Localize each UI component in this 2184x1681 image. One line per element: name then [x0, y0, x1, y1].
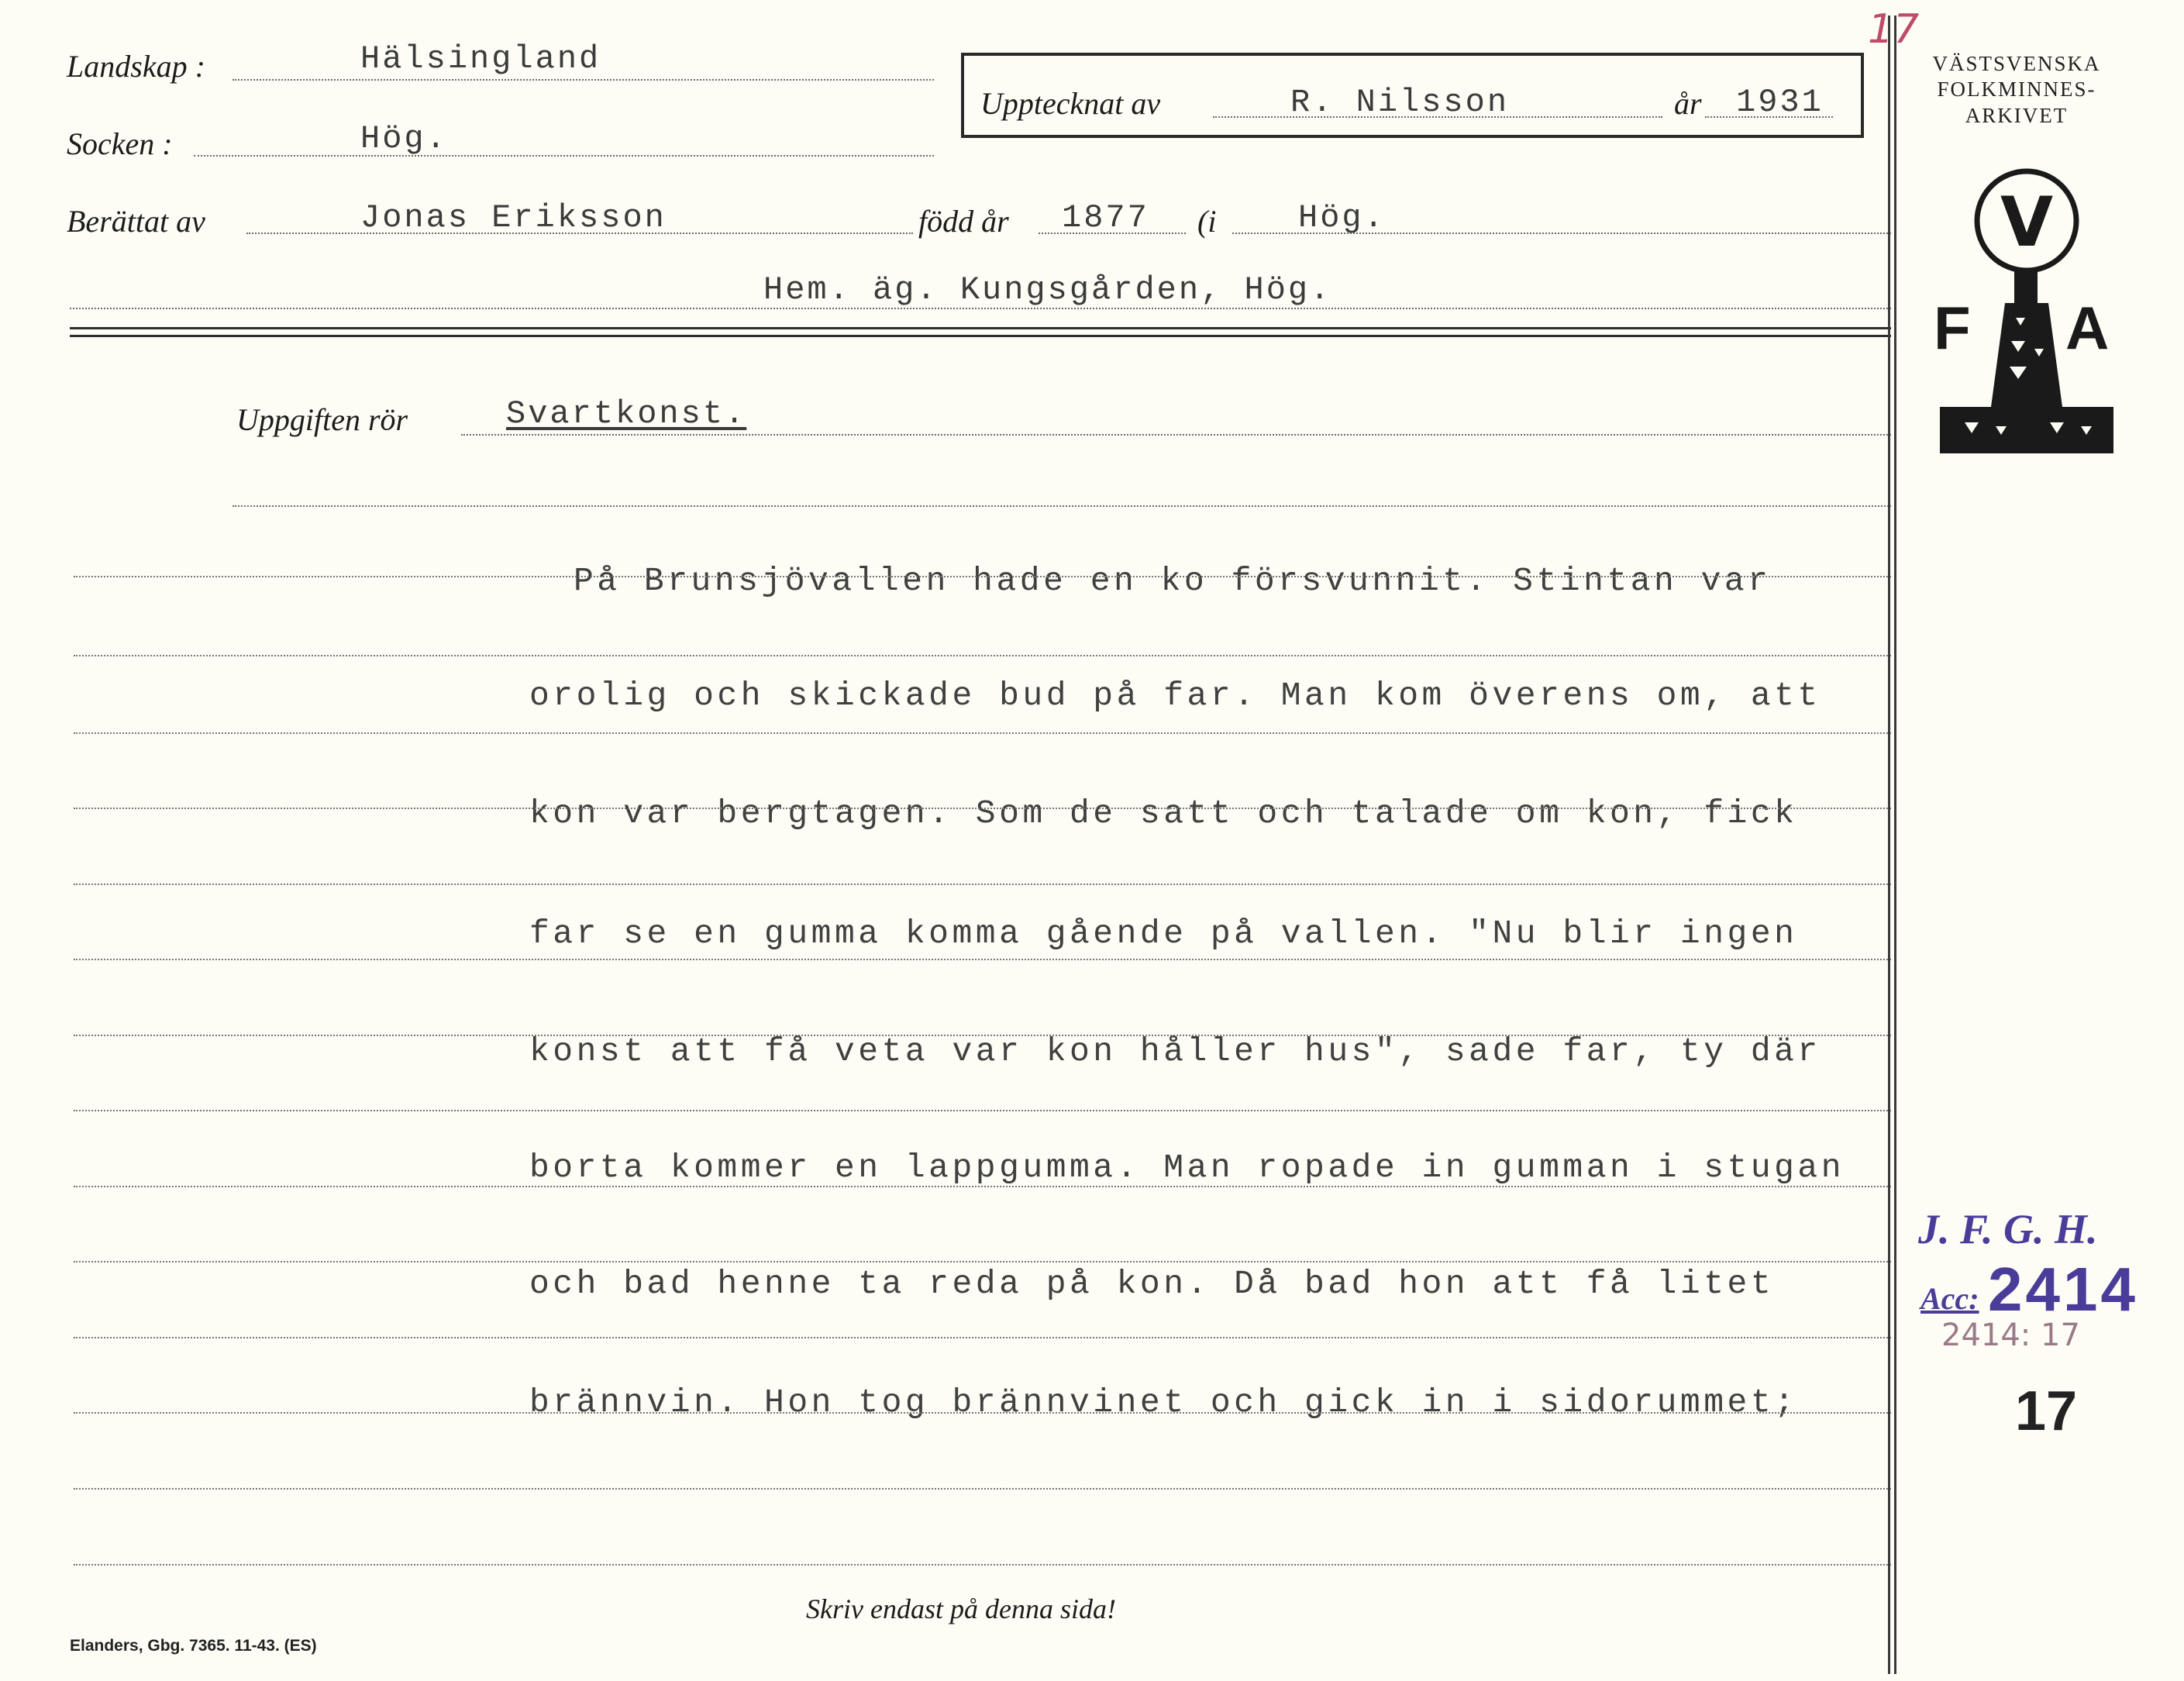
- i-line: [1232, 233, 1891, 234]
- socken-value: Hög.: [360, 120, 448, 157]
- ar-label: år: [1674, 86, 1702, 121]
- berattat-value: Jonas Eriksson: [360, 199, 667, 236]
- address-value: Hem. äg. Kungsgården, Hög.: [763, 271, 1332, 308]
- footer-instruction: Skriv endast på denna sida!: [806, 1593, 1116, 1624]
- header-rule-top: [70, 327, 1891, 329]
- subject-label: Uppgiften rör: [236, 402, 408, 437]
- stamp-acc-label: Acc:: [1920, 1281, 1979, 1316]
- i-value: Hög.: [1298, 199, 1386, 236]
- upptecknat-label: Upptecknat av: [980, 86, 1161, 121]
- ruled-line: [74, 732, 1891, 734]
- upptecknat-value: R. Nilsson: [1290, 84, 1510, 121]
- pencil-ref: 2414: 17: [1941, 1318, 2080, 1353]
- margin-divider: [1888, 16, 1890, 1674]
- ruled-line: [74, 1488, 1891, 1490]
- ruled-line: [74, 1186, 1891, 1187]
- ruled-line: [74, 576, 1891, 577]
- ruled-line: [74, 884, 1891, 885]
- ruled-line: [74, 1412, 1891, 1414]
- i-label: (i: [1197, 204, 1217, 239]
- stamp-acc-number: 2414: [1988, 1255, 2138, 1324]
- stamp-org: J. F. G. H.: [1918, 1206, 2098, 1252]
- subject-value: Svartkonst.: [506, 395, 747, 432]
- printer-imprint: Elanders, Gbg. 7365. 11-43. (ES): [70, 1637, 317, 1655]
- margin-divider-inner: [1894, 16, 1896, 1674]
- upptecknat-line: [1213, 116, 1662, 118]
- ar-line: [1705, 116, 1833, 118]
- ruled-line: [74, 959, 1891, 960]
- logo-a-letter: A: [2065, 294, 2110, 362]
- ruled-line: [74, 808, 1891, 809]
- body-line-4: far se en gumma komma gående på vallen. "Nu blir ingen: [529, 915, 1798, 952]
- ruled-line: [74, 655, 1891, 656]
- landskap-line: [233, 79, 934, 81]
- body-line-5: konst att få veta var kon håller hus", sade far, ty där: [529, 1032, 1821, 1070]
- body-line-2: orolig och skickade bud på far. Man kom överens om, att: [529, 677, 1821, 715]
- socken-label: Socken :: [67, 126, 173, 161]
- landskap-value: Hälsingland: [360, 40, 601, 78]
- ar-value: 1931: [1736, 84, 1824, 121]
- landskap-label: Landskap :: [67, 49, 205, 84]
- body-line-3: kon var bergtagen. Som de satt och talade om kon, fick: [529, 794, 1798, 832]
- logo-v-letter: V: [2000, 182, 2054, 262]
- body-line-7: och bad henne ta reda på kon. Då bad hon att få litet: [529, 1265, 1775, 1303]
- fodd-label: född år: [918, 204, 1009, 239]
- subject-line-2: [233, 505, 1891, 507]
- body-line-1: På Brunsjövallen hade en ko försvunnit. Stintan var: [574, 562, 1772, 600]
- fodd-line: [1039, 233, 1186, 234]
- corner-pencil-number: 17: [1868, 6, 1920, 53]
- logo-f-letter: F: [1934, 294, 1971, 362]
- header-rule-bottom: [70, 335, 1891, 337]
- body-line-6: borta kommer en lappgumma. Man ropade in gumman i stugan: [529, 1149, 1845, 1187]
- address-line: [70, 308, 1891, 309]
- ruled-line: [74, 1261, 1891, 1262]
- page-number: 17: [2015, 1380, 2078, 1442]
- body-line-8: brännvin. Hon tog brännvinet och gick in i sidorummet;: [529, 1383, 1798, 1421]
- archive-name-1: VÄSTSVENSKA: [1932, 52, 2101, 75]
- archive-logo-icon: [1918, 159, 2120, 469]
- ruled-line: [74, 1110, 1891, 1111]
- archive-name-3: ARKIVET: [1965, 104, 2069, 127]
- ruled-line: [74, 1564, 1891, 1566]
- archive-name-2: FOLKMINNES-: [1937, 78, 2096, 101]
- socken-line: [194, 155, 934, 157]
- ruled-line: [74, 1337, 1891, 1338]
- subject-line: [461, 434, 1891, 436]
- berattat-line: [246, 233, 913, 234]
- fodd-value: 1877: [1062, 199, 1149, 236]
- berattat-label: Berättat av: [67, 204, 205, 239]
